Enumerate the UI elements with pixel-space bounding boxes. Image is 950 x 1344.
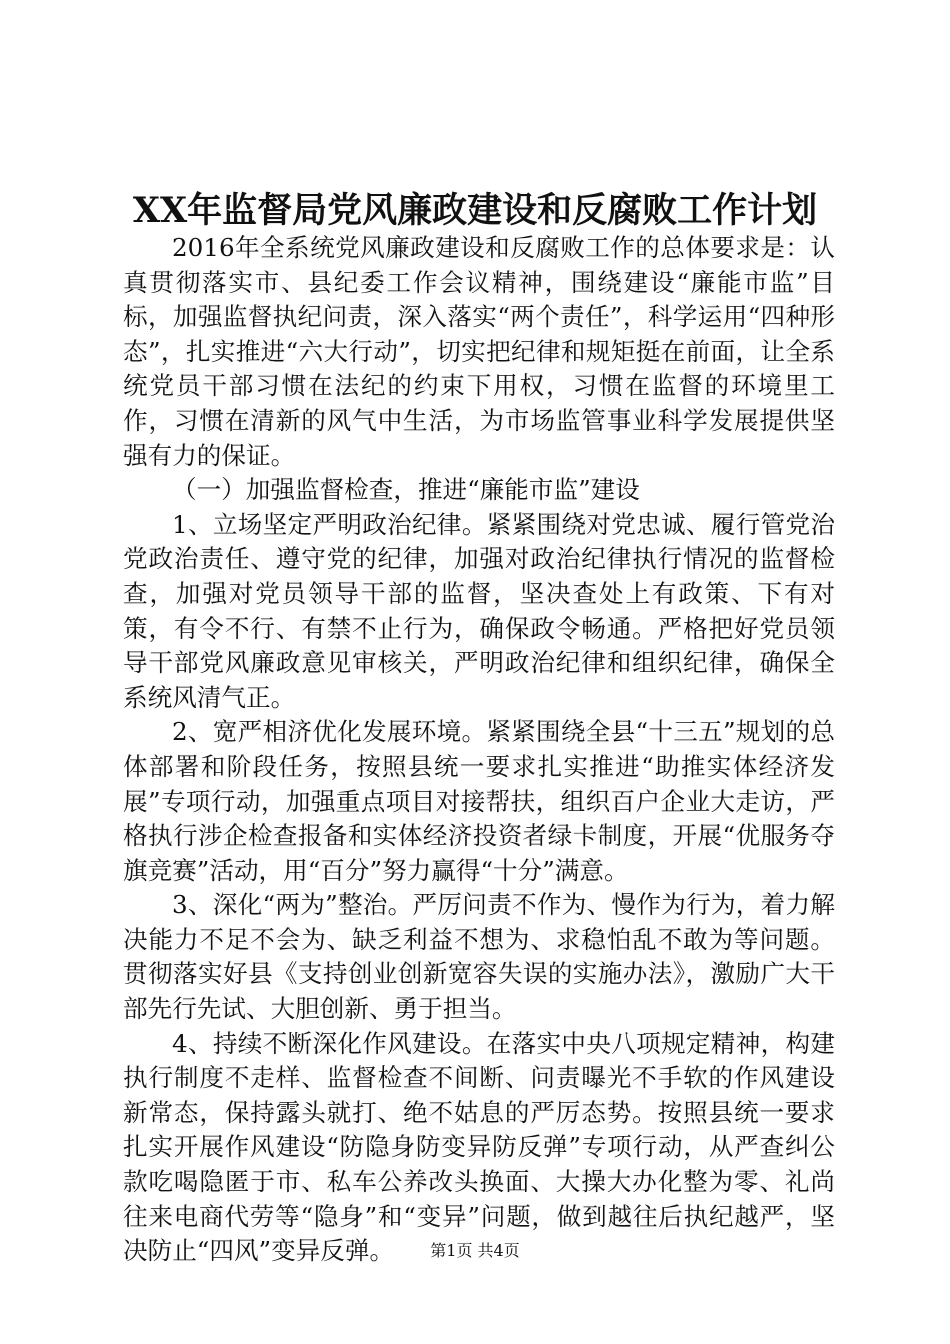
document-title: XX年监督局党风廉政建设和反腐败工作计划 <box>132 190 818 231</box>
paragraph-item-4: 4、持续不断深化作风建设。在落实中央八项规定精神，构建执行制度不走样、监督检查不间断、问责曝光不手软的作风建设新常态，保持露头就打、绝不姑息的严厉态势。按照县统一要求扎实开展作风建设“防隐身防变异防反弹”专项行动，从严查纠公款吃喝隐匿于市、私车公养改头换面、大操大办化整为零、礼尚往来电商代劳等“隐身”和“变异”问题，做到越往后执纪越严，坚决防止“四风”变异反弹。 <box>123 1028 835 1266</box>
document-body <box>123 231 835 1269</box>
section-heading: （一）加强监督检查，推进“廉能市监”建设 <box>172 475 640 505</box>
paragraph-item-1: 1、立场坚定严明政治纪律。紧紧围绕对党忠诚、履行管党治党政治责任、遵守党的纪律，加强对政治纪律执行情况的监督检查，加强对党员领导干部的监督，坚决查处上有政策、下有对策，有令不行、有禁不止行为，确保政令畅通。严格把好党员领导干部党风廉政意见审核关，严明政治纪律和组织纪律，确保全系统风清气正。 <box>123 509 835 712</box>
paragraph-item-3: 3、深化“两为”整治。严厉问责不作为、慢作为行为，着力解决能力不足不会为、缺乏利益不想为、求稳怕乱不敢为等问题。贯彻落实好县《支持创业创新宽容失误的实施办法》，激励广大干部先行先试、大胆创新、勇于担当。 <box>123 890 835 1024</box>
paragraph-intro: 2016年全系统党风廉政建设和反腐败工作的总体要求是：认真贯彻落实市、县纪委工作会议精神，围绕建设“廉能市监”目标，加强监督执纪问责，深入落实“两个责任”，科学运用“四种形态”，扎实推进“六大行动”，切实把纪律和规矩挺在前面，让全系统党员干部习惯在法纪的约束下用权，习惯在监督的环境里工作，习惯在清新的风气中生活，为市场监管事业科学发展提供坚强有力的保证。 <box>123 233 835 470</box>
paragraph-item-2: 2、宽严相济优化发展环境。紧紧围绕全县“十三五”规划的总体部署和阶段任务，按照县统一要求扎实推进“助推实体经济发展”专项行动，加强重点项目对接帮扶，组织百户企业大走访，严格执行涉企检查报备和实体经济投资者绿卡制度，开展“优服务夺旗竞赛”活动，用“百分”努力赢得“十分”满意。 <box>123 717 835 885</box>
page-number-footer: 第1页 共4页 <box>430 1241 520 1260</box>
